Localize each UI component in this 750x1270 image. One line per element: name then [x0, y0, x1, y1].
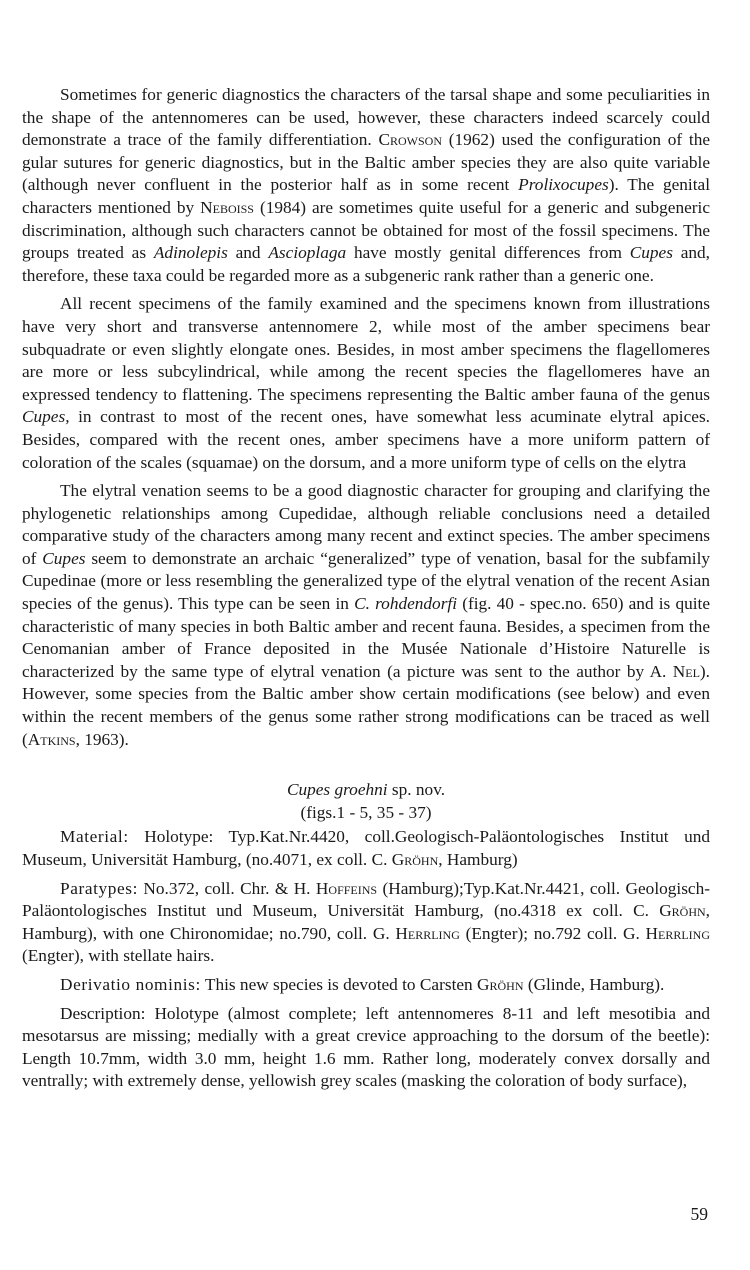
- text-run: Sometimes for generic diagnostics the characters of the tarsal shape and some peculiarities in the shape of the antennomeres can be used, however, these characters indeed scarcely could demonstrate a trace of the family differentiation.: [22, 85, 710, 150]
- text-run: (Engter); no.792 coll. G.: [459, 923, 646, 943]
- page-number: 59: [690, 1204, 708, 1224]
- taxon-name: Cupes: [42, 548, 86, 568]
- taxon-name: Ascioplaga: [268, 243, 347, 263]
- taxon-name: Cupes,: [22, 407, 70, 427]
- text-run: Holotype: Typ.Kat.Nr.4420, coll.Geologisch-Paläontologisches Institut und Museum, Universität Hamburg, (no.4071, ex coll. C.: [22, 827, 710, 869]
- paragraph-recent-specimens: [22, 293, 710, 474]
- paragraph-material: [22, 826, 710, 871]
- text-run: All recent specimens of the family examined and the specimens known from illustrations have very short and transverse antennomere 2, while most of the amber specimens bear subquadrate or even slightly elongate ones. Besides, in most amber specimens the flagellomeres are more or less subcylindrical, while among the recent species the flagellomeres have an expressed tendency to flattening. The specimens representing the Baltic amber fauna of the genus: [22, 294, 710, 404]
- text-run: and, therefore, these taxa could be regarded more as a subgeneric rank rather than a generic one.: [22, 243, 711, 285]
- taxon-name: Adinolepis: [153, 243, 228, 263]
- text-run: , 1963).: [75, 729, 129, 749]
- taxon-name: Prolixocupes: [518, 175, 609, 195]
- text-run: ). However, some species from the Baltic amber show certain modifications (see below) and even within the recent members of the genus some rather strong modifications can be traced as well (: [22, 661, 710, 749]
- text-run: have mostly genital differences from: [346, 243, 630, 263]
- text-run: This new species is devoted to Carsten: [200, 974, 478, 994]
- taxon-name: C. rohdendorfi: [354, 594, 458, 614]
- text-run: (1984) are sometimes quite useful for a generic and subgeneric discrimination, although such characters cannot be obtained for most of the fossil specimens. The groups treated as: [22, 197, 710, 263]
- species-status: sp. nov.: [387, 780, 446, 800]
- author-name: Gröhn: [391, 850, 439, 869]
- text-run: The elytral venation seems to be a good diagnostic character for grouping and clarifying the phylogenetic relationships among Cupedidae, although reliable conclusions need a detailed comparative study of the characters among many recent and extinct species. The amber specimens of: [22, 481, 710, 568]
- author-name: Crowson: [378, 130, 442, 150]
- author-name: Gröhn: [659, 901, 706, 921]
- section-label: Material:: [60, 827, 129, 847]
- section-label: Paratypes:: [60, 878, 138, 898]
- text-run: No.372, coll. Chr. & H.: [138, 878, 316, 898]
- text-run: , Hamburg): [438, 850, 518, 869]
- text-run: , Hamburg), with one Chironomidae; no.790, coll. G.: [22, 901, 710, 943]
- author-name: Hoffeins: [315, 878, 378, 898]
- paragraph-description: Description: Holotype (almost complete; left antennomeres 8-11 and left mesotibia and mesotarsus are missing; medially with a great crevice approaching to the dorsum of the beetle): Length 10.7mm, width 3.0 mm, height 1.6 mm. Rather long, moderately convex dorsally and ventrally; with extremely dense, yellowish grey scales (masking the coloration of body surface),: [22, 1003, 710, 1091]
- taxon-name: Cupes: [629, 243, 673, 263]
- author-name: Herrling: [645, 923, 710, 943]
- text-run: (1962) used the configuration of the gular sutures for generic diagnostics, but in the Baltic amber species they are also quite variable (although never confluent in the posterior half as in some recent: [22, 130, 711, 195]
- text-run: (fig. 40 - spec.no. 650) and is quite characteristic of many species in both Baltic amber and recent fauna. Besides, a specimen from the Cenomanian amber of France deposited in the Musée Nationale d’Histoire Naturelle is characterized by the same type of elytral venation (a picture was sent to the author by A.: [22, 594, 711, 681]
- species-name: Cupes groehni: [286, 780, 388, 800]
- paragraph-derivatio-nominis: [22, 974, 710, 997]
- author-name: Neboiss: [200, 197, 254, 217]
- text-run: (Engter), with stellate hairs.: [22, 946, 215, 966]
- text-run: (Glinde, Hamburg).: [523, 974, 665, 994]
- author-name: Herrling: [395, 923, 460, 943]
- section-label: Derivatio nominis:: [60, 974, 201, 994]
- text-run: (Hamburg);Typ.Kat.Nr.4421, coll. Geologisch-Paläontologisches Institut und Museum, Universität Hamburg, (no.4318 ex coll. C.: [22, 878, 710, 921]
- page-body: [22, 84, 710, 1099]
- author-name: Gröhn: [477, 974, 524, 994]
- text-run: and: [227, 243, 269, 263]
- author-name: Nel: [672, 661, 700, 681]
- text-run: in contrast to most of the recent ones, have somewhat less acuminate elytral apices. Besides, compared with the recent ones, amber specimens have a more uniform pattern of coloration of the scales (squamae) on the dorsum, and a more uniform type of cells on the elytra: [22, 407, 710, 472]
- paragraph-generic-diagnostics: [22, 84, 710, 287]
- paragraph-elytral-venation: [22, 480, 710, 751]
- text-run: ). The genital characters mentioned by: [22, 175, 710, 217]
- paragraph-paratypes: [22, 878, 710, 968]
- species-heading: [22, 779, 710, 802]
- author-name: Atkins: [27, 729, 76, 749]
- species-figures-reference: (figs.1 - 5, 35 - 37): [300, 802, 432, 822]
- text-run: seem to demonstrate an archaic “generalized” type of venation, basal for the subfamily Cupedinae (more or less resembling the generalized type of the elytral venation of the recent Asian species of the genus). This type can be seen in: [22, 548, 711, 614]
